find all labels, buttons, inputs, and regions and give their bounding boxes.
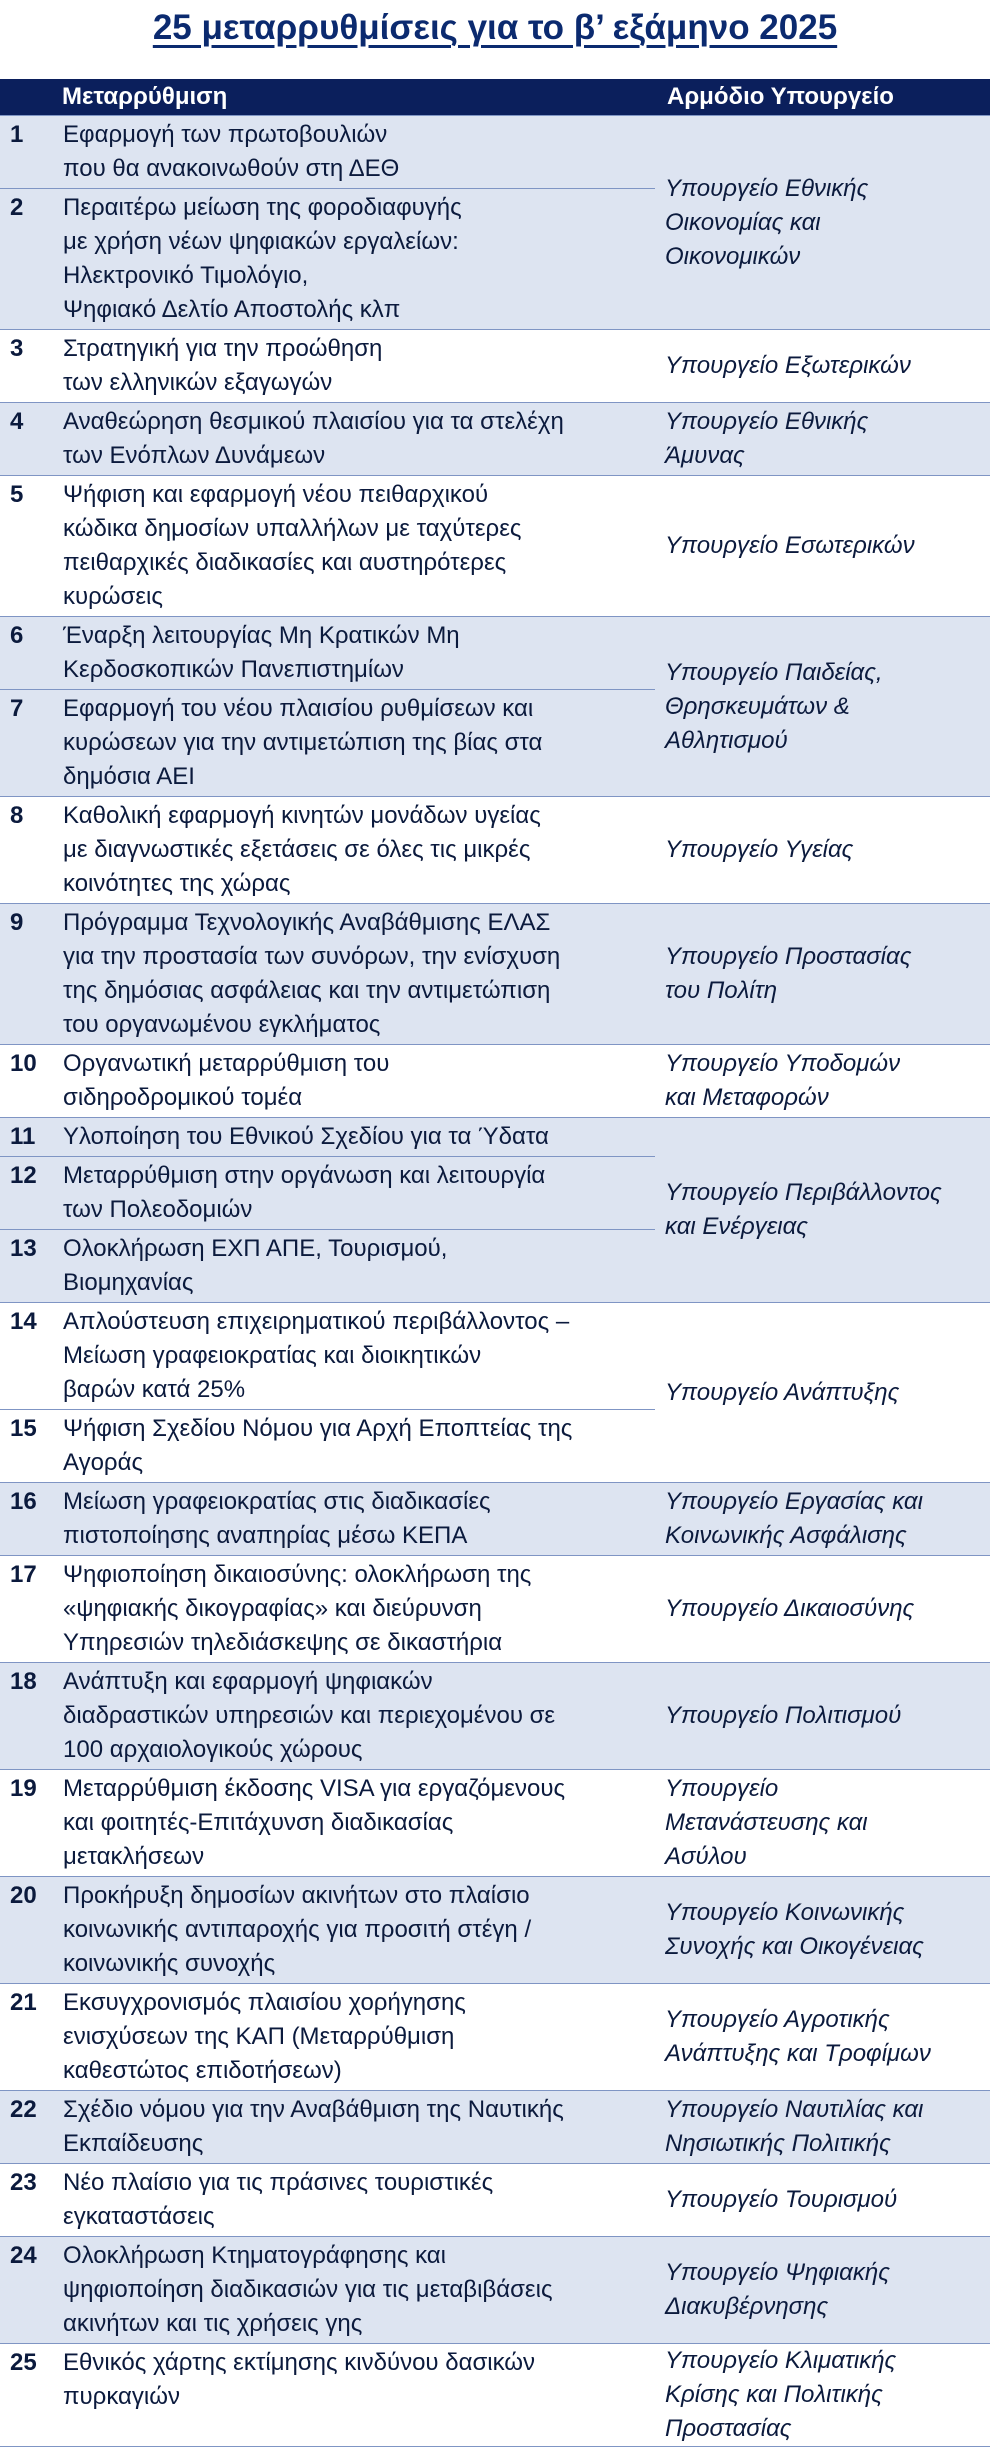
reform-description-line: Ψήφιση Σχεδίου Νόμου για Αρχή Εποπτείας της xyxy=(63,1415,573,1442)
ministry-line: Υπουργείο Περιβάλλοντος xyxy=(665,1179,942,1206)
table-row xyxy=(0,403,990,476)
reform-number: 14 xyxy=(0,1303,50,1410)
reform-description xyxy=(50,330,655,403)
responsible-ministry xyxy=(655,1118,990,1303)
ministry-line: Υπουργείο Προστασίας xyxy=(665,943,912,970)
responsible-ministry xyxy=(655,1045,990,1118)
header-number xyxy=(0,79,50,116)
reform-number: 3 xyxy=(0,330,50,403)
reform-number: 12 xyxy=(0,1157,50,1230)
reform-description-line: Νέο πλαίσιο για τις πράσινες τουριστικές xyxy=(63,2169,494,2196)
reform-description xyxy=(50,690,655,797)
reform-description-line: Εθνικός χάρτης εκτίμησης κινδύνου δασικών xyxy=(63,2349,536,2376)
reform-description-line: ακινήτων και τις χρήσεις γης xyxy=(63,2310,363,2337)
reform-description-line: Μείωση γραφειοκρατίας στις διαδικασίες xyxy=(63,1488,491,1515)
reform-description xyxy=(50,476,655,617)
reform-number: 7 xyxy=(0,690,50,797)
table-row xyxy=(0,1770,990,1877)
reform-number: 13 xyxy=(0,1230,50,1303)
responsible-ministry xyxy=(655,1770,990,1877)
reform-description-line: Μεταρρύθμιση έκδοσης VISA για εργαζόμενους xyxy=(63,1775,566,1802)
reform-number: 2 xyxy=(0,189,50,330)
reform-description-line: Εκπαίδευσης xyxy=(63,2130,204,2157)
reform-number: 9 xyxy=(0,904,50,1045)
table-row xyxy=(0,2237,990,2344)
reform-description-line: κυρώσεων για την αντιμετώπιση της βίας στα xyxy=(63,729,543,756)
reform-description-line: Ολοκλήρωση Κτηματογράφησης και xyxy=(63,2242,446,2269)
table-row xyxy=(0,904,990,1045)
responsible-ministry xyxy=(655,904,990,1045)
reform-number: 16 xyxy=(0,1483,50,1556)
reform-number: 10 xyxy=(0,1045,50,1118)
reform-description-line: Ψηφιακό Δελτίο Αποστολής κλπ xyxy=(63,296,401,323)
ministry-line: Ανάπτυξης και Τροφίμων xyxy=(665,2040,931,2067)
reform-description-line: των Πολεοδομιών xyxy=(63,1196,253,1223)
reform-number: 23 xyxy=(0,2164,50,2237)
reform-description-line: Εκσυγχρονισμός πλαισίου χορήγησης xyxy=(63,1989,466,2016)
reform-description-line: Μείωση γραφειοκρατίας και διοικητικών xyxy=(63,1342,482,1369)
reform-description-line: Μεταρρύθμιση στην οργάνωση και λειτουργία xyxy=(63,1162,546,1189)
table-row xyxy=(0,2164,990,2237)
ministry-line: Υπουργείο Ναυτιλίας και xyxy=(665,2096,924,2123)
header-ministry: Αρμόδιο Υπουργείο xyxy=(655,79,990,116)
reform-description xyxy=(50,2164,655,2237)
ministry-line: Υπουργείο Κοινωνικής xyxy=(665,1899,905,1926)
reform-description-line: Κερδοσκοπικών Πανεπιστημίων xyxy=(63,656,404,683)
ministry-line: Υπουργείο Εθνικής xyxy=(665,408,869,435)
reform-description xyxy=(50,1877,655,1984)
reform-number: 24 xyxy=(0,2237,50,2344)
responsible-ministry xyxy=(655,116,990,330)
reform-description xyxy=(50,1157,655,1230)
ministry-line: Υπουργείο Υποδομών xyxy=(665,1050,901,1077)
reform-description-line: Ψηφιοποίηση δικαιοσύνης: ολοκλήρωση της xyxy=(63,1561,532,1588)
reform-description-line: με χρήση νέων ψηφιακών εργαλείων: xyxy=(63,228,459,255)
ministry-line: και Ενέργειας xyxy=(665,1213,808,1240)
reform-description-line: 100 αρχαιολογικούς χώρους xyxy=(63,1736,363,1763)
ministry-line: Διακυβέρνησης xyxy=(665,2293,829,2320)
ministry-line: Κοινωνικής Ασφάλισης xyxy=(665,1522,907,1549)
reform-description xyxy=(50,1663,655,1770)
responsible-ministry xyxy=(655,617,990,797)
ministry-line: Αθλητισμού xyxy=(665,726,788,754)
reform-description xyxy=(50,2344,655,2447)
table-row xyxy=(0,797,990,904)
reform-number: 22 xyxy=(0,2091,50,2164)
reform-description-line: Σχέδιο νόμου για την Αναβάθμιση της Ναυτικής xyxy=(63,2096,564,2123)
ministry-line: Υπουργείο Εθνικής xyxy=(665,174,869,202)
reform-description-line: καθεστώτος επιδοτήσεων) xyxy=(63,2057,342,2084)
responsible-ministry xyxy=(655,2237,990,2344)
reform-description-line: του οργανωμένου εγκλήματος xyxy=(63,1011,381,1038)
responsible-ministry xyxy=(655,2091,990,2164)
reform-number: 21 xyxy=(0,1984,50,2091)
reform-description xyxy=(50,1410,655,1483)
reform-description-line: κοινότητες της χώρας xyxy=(63,870,291,897)
reform-description xyxy=(50,1556,655,1663)
reform-description-line: Προκήρυξη δημοσίων ακινήτων στο πλαίσιο xyxy=(63,1882,530,1909)
responsible-ministry xyxy=(655,403,990,476)
reform-description-line: διαδραστικών υπηρεσιών και περιεχομένου σε xyxy=(63,1702,556,1729)
reforms-table xyxy=(0,79,990,2447)
responsible-ministry xyxy=(655,1984,990,2091)
reform-description-line: Έναρξη λειτουργίας Μη Κρατικών Μη xyxy=(63,622,460,649)
reform-description-line: βαρών κατά 25% xyxy=(63,1376,246,1403)
table-row xyxy=(0,330,990,403)
ministry-line: Υπουργείο Κλιματικής xyxy=(665,2347,897,2374)
ministry-line: Νησιωτικής Πολιτικής xyxy=(665,2130,891,2157)
reform-description-line: Εφαρμογή των πρωτοβουλιών xyxy=(63,121,388,148)
ministry-line: Οικονομίας και xyxy=(665,208,821,236)
ministry-line: Υπουργείο Τουρισμού xyxy=(665,2186,898,2213)
table-row xyxy=(0,2344,990,2447)
reform-description-line: κοινωνικής συνοχής xyxy=(63,1950,276,1977)
table-row xyxy=(0,1303,990,1410)
responsible-ministry xyxy=(655,2344,990,2447)
ministry-line: Υπουργείο Αγροτικής xyxy=(665,2006,890,2033)
table-row xyxy=(0,2091,990,2164)
reform-description-line: ψηφιοποίηση διαδικασιών για τις μεταβιβάσεις xyxy=(63,2276,553,2303)
reform-description-line: Αναθεώρηση θεσμικού πλαισίου για τα στελέχη xyxy=(63,408,564,435)
ministry-line: Υπουργείο xyxy=(665,1775,779,1802)
reform-number: 15 xyxy=(0,1410,50,1483)
reform-description xyxy=(50,2237,655,2344)
reform-description xyxy=(50,617,655,690)
reform-description-line: Περαιτέρω μείωση της φοροδιαφυγής xyxy=(63,194,462,221)
reform-description-line: «ψηφιακής δικογραφίας» και διεύρυνση xyxy=(63,1595,482,1622)
table-row xyxy=(0,1483,990,1556)
table-row xyxy=(0,116,990,189)
responsible-ministry xyxy=(655,330,990,403)
header-reform: Μεταρρύθμιση xyxy=(50,79,655,116)
reform-description-line: σιδηροδρομικού τομέα xyxy=(63,1084,303,1111)
reform-description-line: μετακλήσεων xyxy=(63,1843,205,1870)
reform-number: 8 xyxy=(0,797,50,904)
reform-description-line: Βιομηχανίας xyxy=(63,1269,194,1296)
ministry-line: Υπουργείο Υγείας xyxy=(665,836,854,863)
reform-number: 1 xyxy=(0,116,50,189)
ministry-line: Υπουργείο Παιδείας, xyxy=(665,658,883,686)
ministry-line: Προστασίας xyxy=(665,2415,792,2442)
reform-description xyxy=(50,189,655,330)
reform-description xyxy=(50,904,655,1045)
reform-description-line: Πρόγραμμα Τεχνολογικής Αναβάθμισης ΕΛΑΣ xyxy=(63,909,551,936)
ministry-line: Υπουργείο Δικαιοσύνης xyxy=(665,1595,915,1622)
reform-description-line: των Ενόπλων Δυνάμεων xyxy=(63,442,326,469)
reform-description-line: Ανάπτυξη και εφαρμογή ψηφιακών xyxy=(63,1668,433,1695)
reform-description-line: της δημόσιας ασφάλειας και την αντιμετώπιση xyxy=(63,977,551,1004)
ministry-line: Υπουργείο Ψηφιακής xyxy=(665,2259,890,2286)
ministry-line: Υπουργείο Εξωτερικών xyxy=(665,352,911,379)
reform-description-line: ενισχύσεων της ΚΑΠ (Μεταρρύθμιση xyxy=(63,2023,455,2050)
table-row xyxy=(0,1118,990,1157)
responsible-ministry xyxy=(655,1303,990,1483)
reform-description-line: πιστοποίησης αναπηρίας μέσω ΚΕΠΑ xyxy=(63,1522,468,1549)
page-title: 25 μεταρρυθμίσεις για το β’ εξάμηνο 2025 xyxy=(152,8,838,47)
reform-description-line: πυρκαγιών xyxy=(63,2383,180,2410)
table-row xyxy=(0,1556,990,1663)
reform-description-line: με διαγνωστικές εξετάσεις σε όλες τις μικρές xyxy=(63,836,531,863)
reform-number: 25 xyxy=(0,2344,50,2447)
reform-description xyxy=(50,1045,655,1118)
reform-description-line: Υλοποίηση του Εθνικού Σχεδίου για τα Ύδατα xyxy=(63,1123,549,1150)
table-row xyxy=(0,476,990,617)
table-row xyxy=(0,1984,990,2091)
ministry-line: Θρησκευμάτων & xyxy=(665,692,850,720)
reform-description xyxy=(50,1303,655,1410)
reform-description-line: κυρώσεις xyxy=(63,583,163,610)
ministry-line: Άμυνας xyxy=(665,442,745,469)
ministry-line: Υπουργείο Εσωτερικών xyxy=(665,532,915,559)
reform-description xyxy=(50,1483,655,1556)
reform-number: 19 xyxy=(0,1770,50,1877)
reform-description xyxy=(50,116,655,189)
ministry-line: Μετανάστευσης και xyxy=(665,1809,868,1836)
reform-description-line: εγκαταστάσεις xyxy=(63,2203,215,2230)
reform-description xyxy=(50,1770,655,1877)
table-row xyxy=(0,617,990,690)
reform-description-line: για την προστασία των συνόρων, την ενίσχυση xyxy=(63,943,561,970)
reform-description-line: Οργανωτική μεταρρύθμιση του xyxy=(63,1050,390,1077)
responsible-ministry xyxy=(655,1877,990,1984)
ministry-line: Οικονομικών xyxy=(665,242,801,270)
ministry-line: Υπουργείο Πολιτισμού xyxy=(665,1702,902,1729)
responsible-ministry xyxy=(655,797,990,904)
responsible-ministry xyxy=(655,1483,990,1556)
reform-description xyxy=(50,1984,655,2091)
table-row xyxy=(0,1663,990,1770)
reform-number: 17 xyxy=(0,1556,50,1663)
table-row xyxy=(0,1877,990,1984)
reform-description-line: Απλούστευση επιχειρηματικού περιβάλλοντος – xyxy=(63,1308,570,1335)
reform-number: 18 xyxy=(0,1663,50,1770)
reform-description-line: Ψήφιση και εφαρμογή νέου πειθαρχικού xyxy=(63,481,489,508)
reform-description-line: Ηλεκτρονικό Τιμολόγιο, xyxy=(63,262,309,289)
reform-description-line: που θα ανακοινωθούν στη ΔΕΘ xyxy=(63,155,400,182)
reform-description xyxy=(50,403,655,476)
reform-description xyxy=(50,2091,655,2164)
ministry-line: Κρίσης και Πολιτικής xyxy=(665,2381,883,2408)
table-row xyxy=(0,1045,990,1118)
ministry-line: του Πολίτη xyxy=(665,977,778,1004)
reform-description xyxy=(50,1230,655,1303)
table-header-row xyxy=(0,79,990,116)
reform-description-line: κώδικα δημοσίων υπαλλήλων με ταχύτερες xyxy=(63,515,522,542)
reform-description-line: Εφαρμογή του νέου πλαισίου ρυθμίσεων και xyxy=(63,695,534,722)
reform-number: 6 xyxy=(0,617,50,690)
ministry-line: Ασύλου xyxy=(665,1843,747,1870)
ministry-line: και Μεταφορών xyxy=(665,1084,829,1111)
reform-description-line: κοινωνικής αντιπαροχής για προσιτή στέγη / xyxy=(63,1916,532,1943)
reform-description-line: και φοιτητές-Επιτάχυνση διαδικασίας xyxy=(63,1809,454,1836)
reform-number: 4 xyxy=(0,403,50,476)
reform-description-line: πειθαρχικές διαδικασίες και αυστηρότερες xyxy=(63,549,507,576)
reform-description-line: Καθολική εφαρμογή κινητών μονάδων υγείας xyxy=(63,802,541,829)
reform-description-line: Ολοκλήρωση ΕΧΠ ΑΠΕ, Τουρισμού, xyxy=(63,1235,448,1262)
reform-description-line: των ελληνικών εξαγωγών xyxy=(63,369,333,396)
reform-number: 5 xyxy=(0,476,50,617)
reform-description xyxy=(50,1118,655,1157)
responsible-ministry xyxy=(655,2164,990,2237)
reform-number: 20 xyxy=(0,1877,50,1984)
reform-number: 11 xyxy=(0,1118,50,1157)
ministry-line: Συνοχής και Οικογένειας xyxy=(665,1933,924,1960)
responsible-ministry xyxy=(655,1556,990,1663)
ministry-line: Υπουργείο Εργασίας και xyxy=(665,1488,923,1515)
reform-description-line: Υπηρεσιών τηλεδιάσκεψης σε δικαστήρια xyxy=(63,1629,503,1656)
reform-description xyxy=(50,797,655,904)
reform-description-line: Στρατηγική για την προώθηση xyxy=(63,335,383,362)
responsible-ministry xyxy=(655,1663,990,1770)
reform-description-line: δημόσια ΑΕΙ xyxy=(63,763,195,790)
ministry-line: Υπουργείο Ανάπτυξης xyxy=(665,1378,900,1406)
responsible-ministry xyxy=(655,476,990,617)
reform-description-line: Αγοράς xyxy=(63,1449,144,1476)
